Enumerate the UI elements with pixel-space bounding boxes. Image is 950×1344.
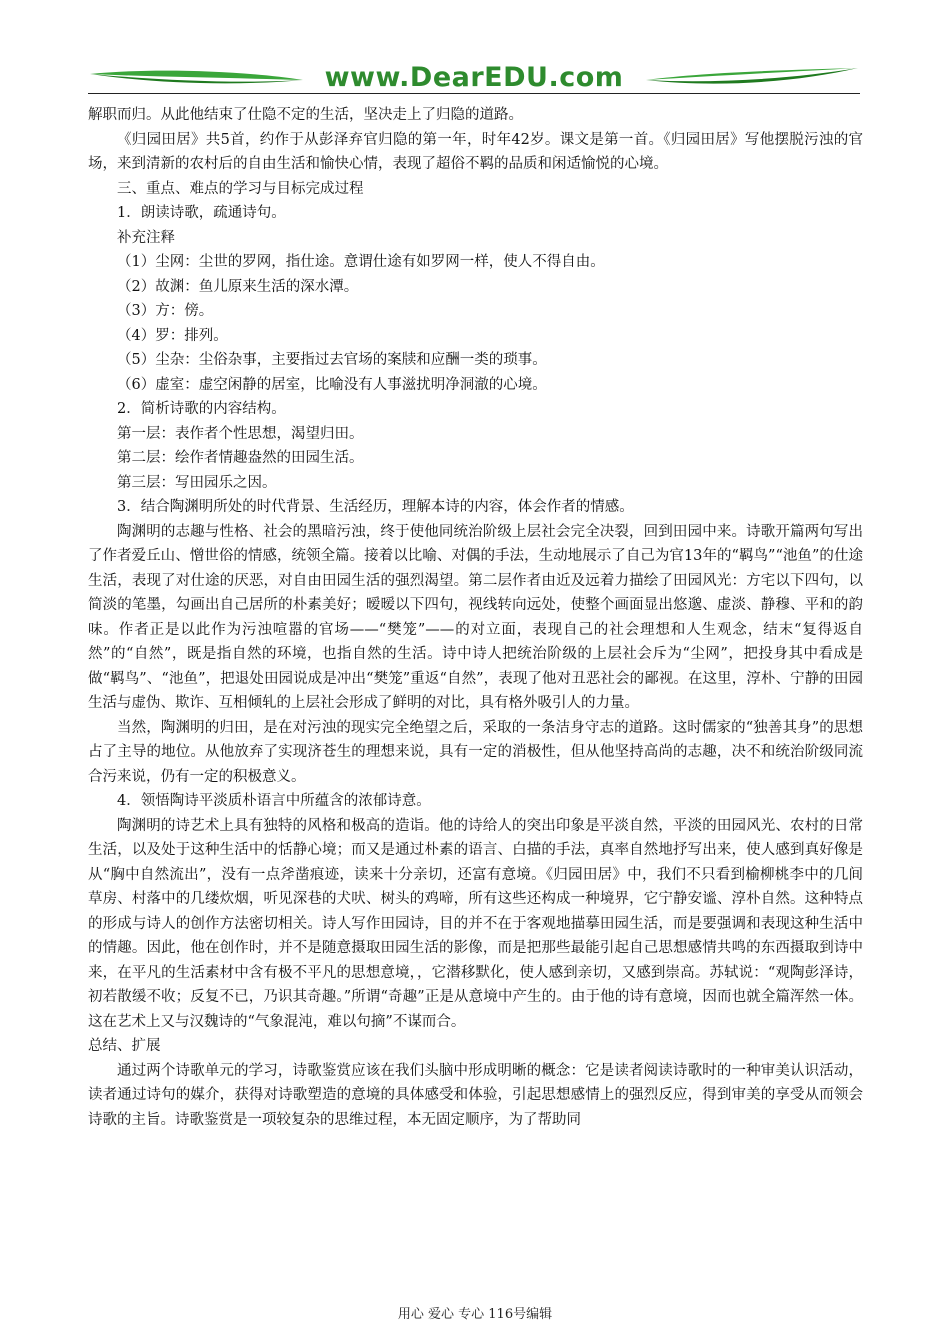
- paragraph: 第二层：绘作者情趣盎然的田园生活。: [117, 450, 364, 466]
- annotation-item: （2）故渊：鱼儿原来生活的深水潭。: [117, 278, 359, 295]
- site-logo-text: www.DearEDU.com: [324, 62, 624, 93]
- section-heading: 三、重点、难点的学习与目标完成过程: [117, 180, 364, 197]
- site-header: [88, 60, 860, 96]
- paragraph: 当然，陶渊明的归田，是在对污浊的现实完全绝望之后，采取的一条洁身守志的道路。这时儒家的“独善其身”的思想占了主导的地位。从他放弃了实现济苍生的理想来说，具有一定的消极性，但从他坚持高尚的志趣，决不和统治阶级同流合污来说，仍有一定的积极意义。: [88, 719, 863, 785]
- paragraph: 《归园田居》共5首，约作于从彭泽弃官归隐的第一年，时年42岁。课文是第一首。《归园田居》写他摆脱污浊的官场，来到清新的农村后的自由生活和愉快心情，表现了超俗不羁的品质和闲适愉悦的心境。: [88, 131, 863, 172]
- annotation-item: （3）方：傍。: [117, 303, 214, 319]
- annotation-item: （6）虚室：虚空闲静的居室，比喻没有人事滋扰明净洞澈的心境。: [117, 376, 547, 393]
- subheading: 2．简析诗歌的内容结构。: [117, 401, 286, 417]
- annotation-item: （1）尘网：尘世的罗网，指仕途。意谓仕途有如罗网一样，使人不得自由。: [117, 254, 605, 270]
- page-footer: 用心 爱心 专心 116号编辑: [397, 1307, 553, 1322]
- paragraph: 解职而归。从此他结束了仕隐不定的生活，坚决走上了归隐的道路。: [88, 107, 523, 123]
- paragraph: 通过两个诗歌单元的学习，诗歌鉴赏应该在我们头脑中形成明晰的概念：它是读者阅读诗歌时的一种审美认识活动，读者通过诗句的媒介，获得对诗歌塑造的意境的具体感受和体验，引起思想感情上的强烈反应，得到审美的享受从而领会诗歌的主旨。诗歌鉴赏是一项较复杂的思维过程，本无固定顺序，为了帮助同: [88, 1062, 863, 1128]
- subheading: 4．领悟陶诗平淡质朴语言中所蕴含的浓郁诗意。: [117, 793, 431, 809]
- paragraph: 补充注释: [117, 229, 175, 246]
- subheading: 1．朗读诗歌，疏通诗句。: [117, 205, 286, 221]
- header-rule: [88, 93, 860, 94]
- paragraph: 陶渊明的志趣与性格、社会的黑暗污浊，终于使他同统治阶级上层社会完全决裂，回到田园中来。诗歌开篇两句写出了作者爱丘山、憎世俗的情感，统领全篇。接着以比喻、对偶的手法，生动地展示了自己为官13年的“羁鸟”“池鱼”的仕途生活，表现了对仕途的厌恶，对自由田园生活的强烈渴望。第二层作者由近及远着力描绘了田园风光：方宅以下四句，以简淡的笔墨，勾画出自己居所的朴素美好；暧暧以下四句，视线转向远处，使整个画面显出悠邈、虚淡、静穆、平和的韵味。作者正是以此作为污浊喧嚣的官场——“樊笼”——的对立面，表现自己的社会理想和人生观念，结末“复得返自然”的“自然”，既是指自然的环境，也指自然的生活。诗中诗人把统治阶级的上层社会斥为“尘网”，把投身其中看成是做“羁鸟”、“池鱼”，把退处田园说成是冲出“樊笼”重返“自然”，表现了他对丑恶社会的鄙视。在这里，淳朴、宁静的田园生活与虚伪、欺诈、互相倾轧的上层社会形成了鲜明的对比，具有格外吸引人的力量。: [88, 523, 863, 711]
- paragraph: 陶渊明的诗艺术上具有独特的风格和极高的造诣。他的诗给人的突出印象是平淡自然，平淡的田园风光、农村的日常生活，以及处于这种生活中的恬静心境；而又是通过朴素的语言、白描的手法，真率自然地抒写出来，使人感到真好像是从“胸中自然流出”，没有一点斧凿痕迹，读来十分亲切，还富有意境。《归园田居》中，我们不只看到榆柳桃李中的几间草房、村落中的几缕炊烟，听见深巷的犬吠、树头的鸡啼，所有这些还构成一种境界，它宁静安谧、淳朴自然。这种特点的形成与诗人的创作方法密切相关。诗人写作田园诗，目的并不在于客观地描摹田园生活，而是要强调和表现这种生活中的情趣。因此，他在创作时，并不是随意摄取田园生活的影像，而是把那些最能引起自己思想感情共鸣的东西摄取到诗中来，在平凡的生活素材中含有极不平凡的思想意境，，它潜移默化，使人感到亲切，又感到崇高。苏轼说：“观陶彭泽诗，初若散缓不收；反复不已，乃识其奇趣。”所谓“奇趣”正是从意境中产生的。由于他的诗有意境，因而也就全篇浑然一体。这在艺术上又与汉魏诗的“气象混沌，难以句摘”不谋而合。: [88, 817, 863, 1030]
- paragraph: 第三层：写田园乐之因。: [117, 474, 277, 491]
- subheading: 3．结合陶渊明所处的时代背景、生活经历，理解本诗的内容，体会作者的情感。: [117, 499, 634, 515]
- annotation-item: （5）尘杂：尘俗杂事，主要指过去官场的案牍和应酬一类的琐事。: [117, 352, 547, 368]
- paragraph: 第一层：表作者个性思想，渴望归田。: [117, 425, 364, 442]
- annotation-item: （4）罗：排列。: [117, 327, 228, 344]
- section-heading: 总结、扩展: [88, 1038, 161, 1054]
- document-body: [88, 103, 863, 1132]
